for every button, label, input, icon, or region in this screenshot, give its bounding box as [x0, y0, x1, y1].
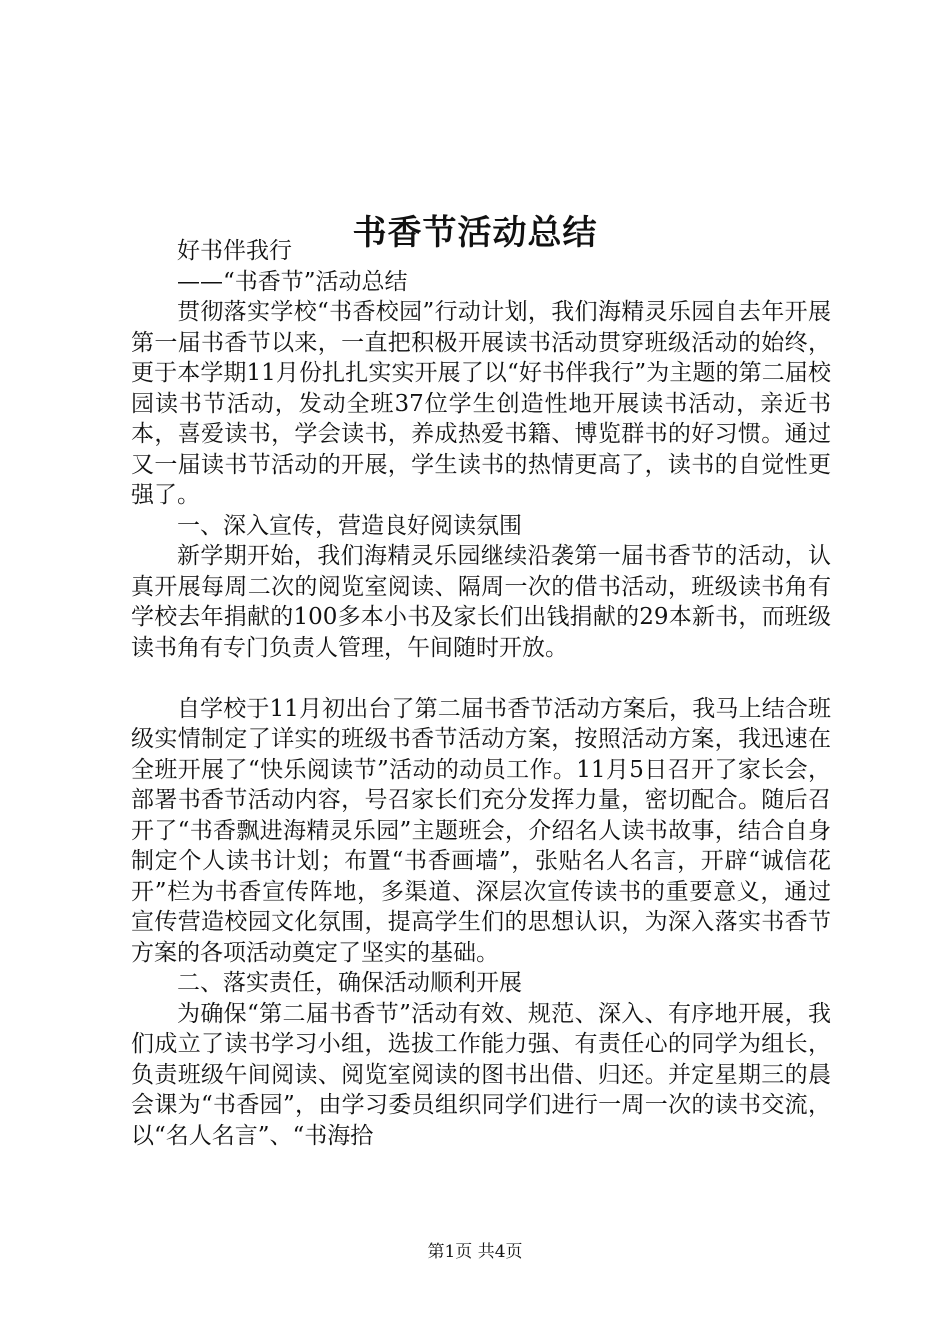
- section-1-paragraph-1: 新学期开始，我们海精灵乐园继续沿袭第一届书香节的活动，认真开展每周二次的阅览室阅读、隔周一次的借书活动，班级读书角有学校去年捐献的100多本小书及家长们出钱捐献的29本新书，而班级读书角有专门负责人管理，午间随时开放。: [131, 543, 831, 661]
- subtitle-subline: ——“书香节”活动总结: [177, 268, 408, 295]
- document-title: 书香节活动总结: [352, 212, 598, 253]
- section-1-paragraph-2: 自学校于11月初出台了第二届书香节活动方案后，我马上结合班级实情制定了详实的班级书香节活动方案，按照活动方案，我迅速在全班开展了“快乐阅读节”活动的动员工作。11月5日召开了家长会，部署书香节活动内容，号召家长们充分发挥力量，密切配合。随后召开了“书香飘进海精灵乐园”主题班会，介绍名人读书故事，结合自身制定个人读书计划；布置“书香画墙”，张贴名人名言，开辟“诚信花开”栏为书香宣传阵地，多渠道、深层次宣传读书的重要意义，通过宣传营造校园文化氛围，提高学生们的思想认识，为深入落实书香节方案的各项活动奠定了坚实的基础。: [131, 695, 831, 966]
- page-number: 第1页 共4页: [427, 1242, 523, 1262]
- intro-paragraph: 贯彻落实学校“书香校园”行动计划，我们海精灵乐园自去年开展第一届书香节以来，一直把积极开展读书活动贯穿班级活动的始终，更于本学期11月份扎扎实实开展了以“好书伴我行”为主题的第二届校园读书节活动，发动全班37位学生创造性地开展读书活动，亲近书本，喜爱读书，学会读书，养成热爱书籍、博览群书的好习惯。通过又一届读书节活动的开展，学生读书的热情更高了，读书的自觉性更强了。: [131, 299, 831, 508]
- section-2-paragraph-1: 为确保“第二届书香节”活动有效、规范、深入、有序地开展，我们成立了读书学习小组，选拔工作能力强、有责任心的同学为组长，负责班级午间阅读、阅览室阅读的图书出借、归还。并定星期三的晨会课为“书香园”，由学习委员组织同学们进行一周一次的读书交流，以“名人名言”、“书海拾: [131, 1000, 831, 1149]
- subtitle-line: 好书伴我行: [177, 238, 292, 264]
- document-body: [131, 236, 831, 1151]
- section-heading-2: 二、落实责任，确保活动顺利开展: [177, 970, 522, 996]
- section-heading-1: 一、深入宣传，营造良好阅读氛围: [177, 512, 522, 539]
- paragraph-gap: [131, 663, 831, 694]
- page-footer: [0, 1240, 950, 1264]
